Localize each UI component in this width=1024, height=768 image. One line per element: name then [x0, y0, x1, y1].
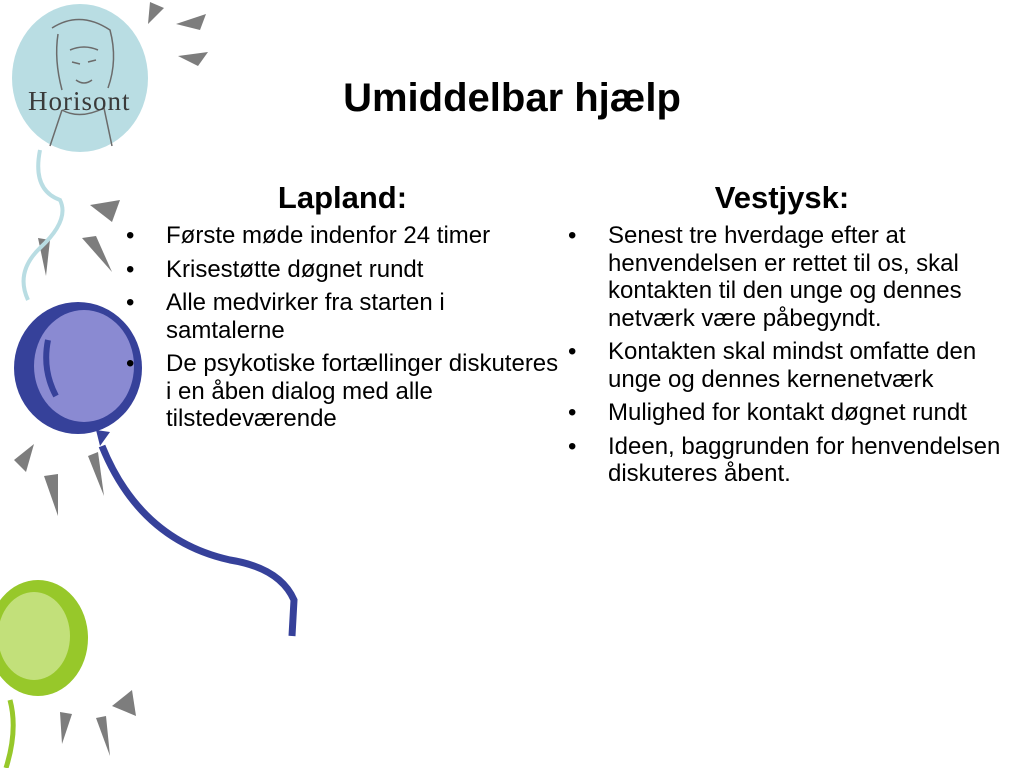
lapland-column — [120, 180, 565, 439]
list-item: • Mulighed for kontakt døgnet rundt — [562, 399, 1002, 427]
list-item: • Første møde indenfor 24 timer — [120, 222, 565, 250]
list-item: • Krisestøtte døgnet rundt — [120, 256, 565, 284]
list-item: • Alle medvirker fra starten i samtalerne — [120, 289, 565, 344]
list-item: • Ideen, baggrunden for henvendelsen diskuteres åbent. — [562, 433, 1002, 488]
list-item: • De psykotiske fortællinger diskuteres i en åben dialog med alle tilstedeværende — [120, 350, 565, 433]
list-item: • Kontakten skal mindst omfatte den unge og dennes kernenetværk — [562, 338, 1002, 393]
vestjysk-column — [562, 180, 1002, 494]
list-item: • Senest tre hverdage efter at henvendelsen er rettet til os, skal kontakten til den unge og dennes netværk være påbegyndt. — [562, 222, 1002, 332]
column-heading: Lapland: — [277, 180, 408, 215]
bullet-list — [562, 222, 1002, 488]
bullet-list — [120, 222, 565, 433]
column-heading: Vestjysk: — [714, 180, 850, 215]
green-balloon — [0, 580, 88, 768]
slide-title: Umiddelbar hjælp — [343, 76, 681, 120]
logo-wordmark: Horisont — [28, 86, 131, 116]
